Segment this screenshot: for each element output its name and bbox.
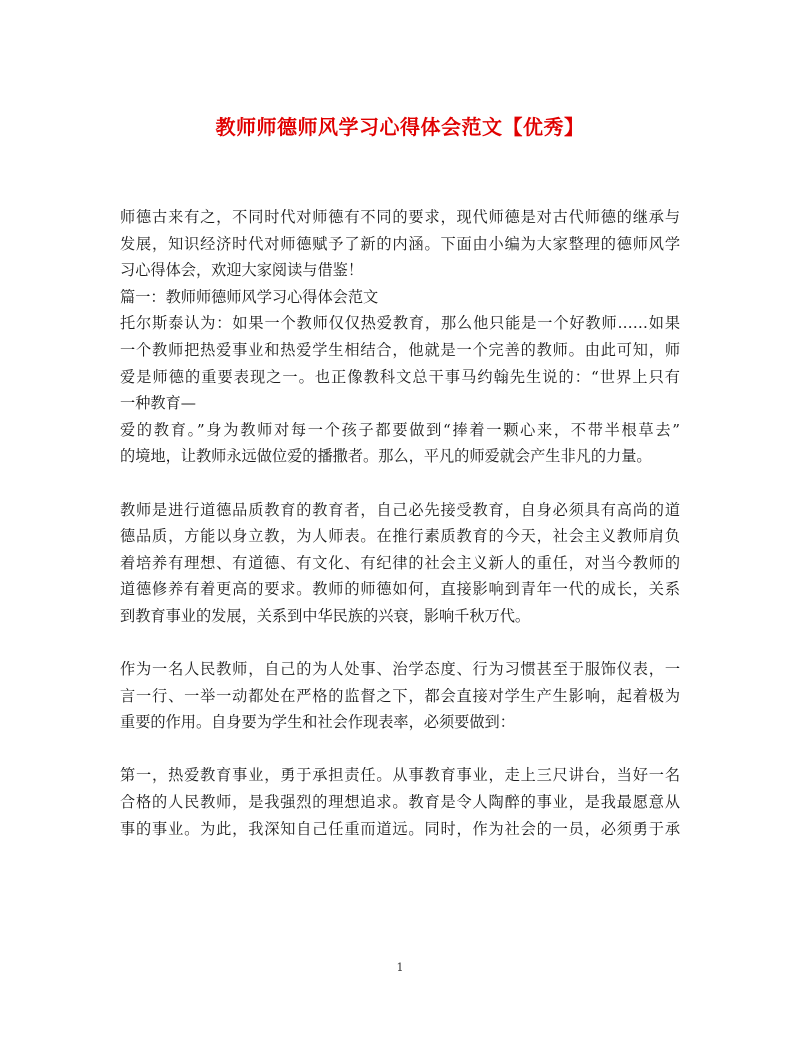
paragraph-line: 到教育事业的发展，关系到中华民族的兴衰，影响千秋万代。	[120, 606, 531, 625]
paragraph-line: 一个教师把热爱事业和热爱学生相结合，他就是一个完善的教师。由此可知，师	[120, 340, 680, 359]
paragraph-line: 习心得体会，欢迎大家阅读与借鉴！	[120, 261, 363, 280]
paragraph-line: 重要的作用。自身要为学生和社会作现表率，必须要做到：	[120, 713, 515, 732]
paragraph-gap	[120, 470, 680, 497]
paragraph-gap	[120, 630, 680, 657]
paragraph-line: 事的事业。为此，我深知自己任重而道远。同时，作为社会的一员，必须勇于承	[120, 819, 680, 838]
document-body	[120, 204, 680, 842]
paragraph-line: 发展，知识经济时代对师德赋予了新的内涵。下面由小编为大家整理的德师风学	[120, 234, 680, 253]
paragraph-line: 言一行、一举一动都处在严格的监督之下，都会直接对学生产生影响，起着极为	[120, 686, 680, 705]
paragraph-line: 托尔斯泰认为：如果一个教师仅仅热爱教育，那么他只能是一个好教师……如果	[120, 314, 680, 333]
paragraph-line: 道德修养有着更高的要求。教师的师德如何，直接影响到青年一代的成长，关系	[120, 580, 680, 599]
paragraph-line: 德品质，方能以身立教，为人师表。在推行素质教育的今天，社会主义教师肩负	[120, 527, 680, 546]
page-number: 1	[396, 961, 404, 974]
section-heading: 篇一：教师师德师风学习心得体会范文	[120, 287, 379, 306]
paragraph-line: 第一，热爱教育事业，勇于承担责任。从事教育事业，走上三尺讲台，当好一名	[120, 766, 680, 785]
paragraph-line: 师德古来有之，不同时代对师德有不同的要求，现代师德是对古代师德的继承与	[120, 208, 680, 226]
paragraph-gap	[120, 736, 680, 763]
paragraph-line: 一种教育—	[120, 394, 196, 413]
paragraph-line: 的境地，让教师永远做位爱的播撒者。那么，平凡的师爱就会产生非凡的力量。	[120, 447, 652, 466]
paragraph-line: 爱是师德的重要表现之一。也正像教科文总干事马约翰先生说的：“世界上只有	[120, 367, 680, 386]
paragraph-line: 着培养有理想、有道德、有文化、有纪律的社会主义新人的重任，对当今教师的	[120, 553, 680, 572]
paragraph-line: 教师是进行道德品质教育的教育者，自己必先接受教育，自身必须具有高尚的道	[120, 500, 680, 519]
document-title: 教师师德师风学习心得体会范文【优秀】	[215, 115, 585, 139]
paragraph-line: 作为一名人民教师，自己的为人处事、治学态度、行为习惯甚至于服饰仪表，一	[120, 660, 680, 679]
paragraph-line: 合格的人民教师，是我强烈的理想追求。教育是令人陶醉的事业，是我最愿意从	[120, 793, 680, 812]
paragraph-line: 爱的教育。”身为教师对每一个孩子都要做到“捧着一颗心来，不带半根草去”	[120, 420, 680, 439]
